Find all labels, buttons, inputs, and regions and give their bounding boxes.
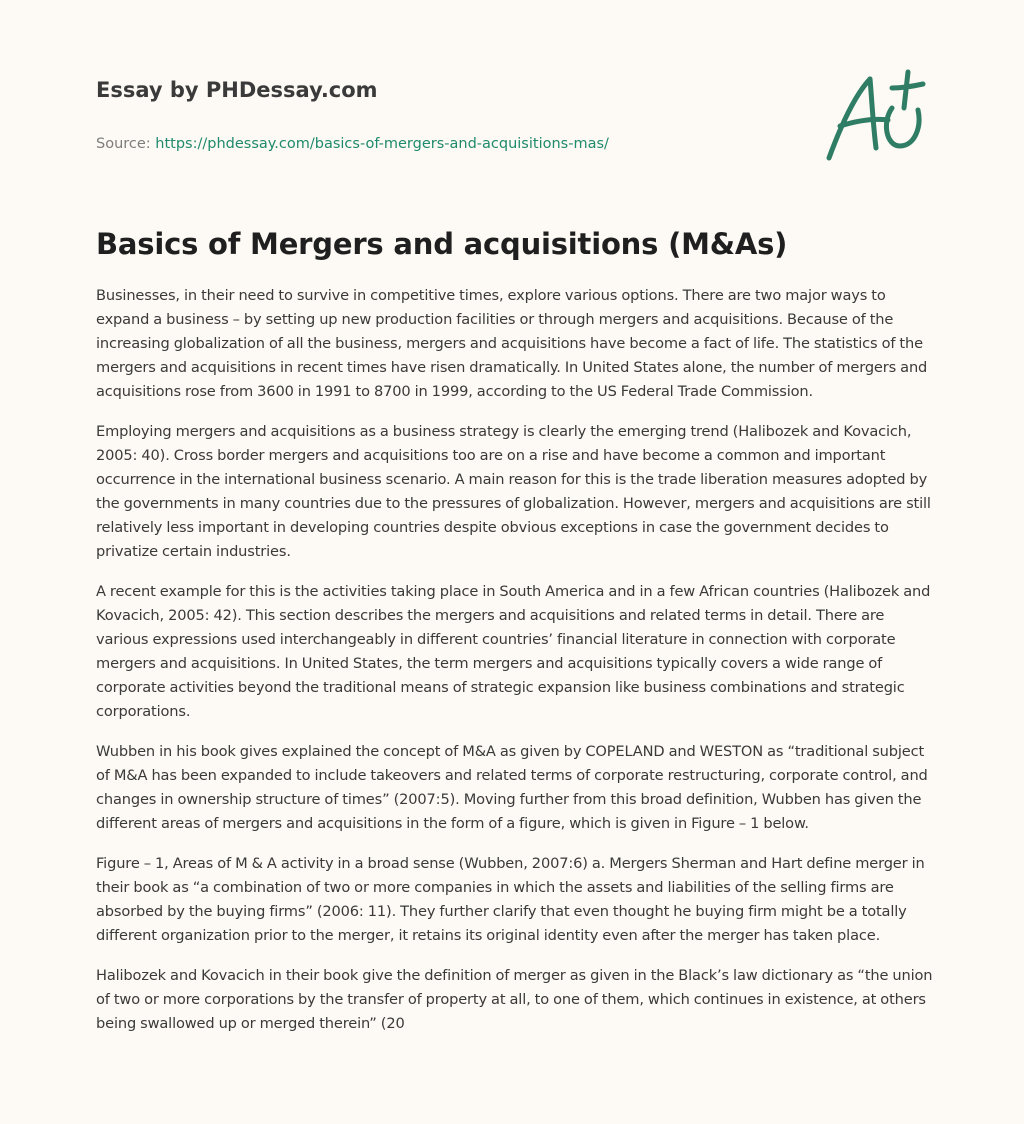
a-plus-logo-icon	[818, 66, 928, 166]
article-paragraph: Employing mergers and acquisitions as a business strategy is clearly the emerging trend (Halibozek and Kovacich, 2005: 40). Cross border mergers and acquisitions too are on a rise and have become a common and important occurrence in the international business scenario. A main reason for this is the trade liberation measures adopted by the governments in many countries due to the pressures of globalization. However, mergers and acquisitions are still relatively less important in developing countries despite obvious exceptions in case the government decides to privatize certain industries.	[96, 423, 931, 560]
article-paragraph: Halibozek and Kovacich in their book give the definition of merger as given in the Black’s law dictionary as “the union of two or more corporations by the transfer of property at all, to one of them, which continues in existence, at others being swallowed up or merged therein” (20	[96, 967, 933, 1032]
page-header	[96, 76, 736, 154]
source-line	[96, 134, 736, 154]
article-paragraph: A recent example for this is the activities taking place in South America and in a few African countries (Halibozek and Kovacich, 2005: 42). This section describes the mergers and acquisitions and related terms in detail. There are various expressions used interchangeably in different countries’ financial literature in connection with corporate mergers and acquisitions. In United States, the term mergers and acquisitions typically covers a wide range of corporate activities beyond the traditional means of strategic expansion like business combinations and strategic corporations.	[96, 583, 931, 720]
article-paragraph: Wubben in his book gives explained the concept of M&A as given by COPELAND and WESTON as “traditional subject of M&A has been expanded to include takeovers and related terms of corporate restructuring, corporate control, and changes in ownership structure of times” (2007:5). Moving further from this broad definition, Wubben has given the different areas of mergers and acquisitions in the form of a figure, which is given in Figure – 1 below.	[96, 743, 928, 832]
article-body	[96, 284, 936, 1052]
brand-title: Essay by PHDessay.com	[96, 78, 378, 102]
source-label: Source:	[96, 136, 156, 152]
source-link[interactable]: https://phdessay.com/basics-of-mergers-and-acquisitions-mas/	[155, 136, 609, 152]
article-title: Basics of Mergers and acquisitions (M&As)	[96, 227, 788, 261]
article-paragraph: Figure – 1, Areas of M & A activity in a broad sense (Wubben, 2007:6) a. Mergers Sherman and Hart define merger in their book as “a combination of two or more companies in which the assets and liabilities of the selling firms are absorbed by the buying firms” (2006: 11). They further clarify that even thought he buying firm might be a totally different organization prior to the merger, it retains its original identity even after the merger has taken place.	[96, 855, 925, 944]
article-paragraph: Businesses, in their need to survive in competitive times, explore various options. There are two major ways to expand a business – by setting up new production facilities or through mergers and acquisitions. Because of the increasing globalization of all the business, mergers and acquisitions have become a fact of life. The statistics of the mergers and acquisitions in recent times have risen dramatically. In United States alone, the number of mergers and acquisitions rose from 3600 in 1991 to 8700 in 1999, according to the US Federal Trade Commission.	[96, 287, 928, 400]
